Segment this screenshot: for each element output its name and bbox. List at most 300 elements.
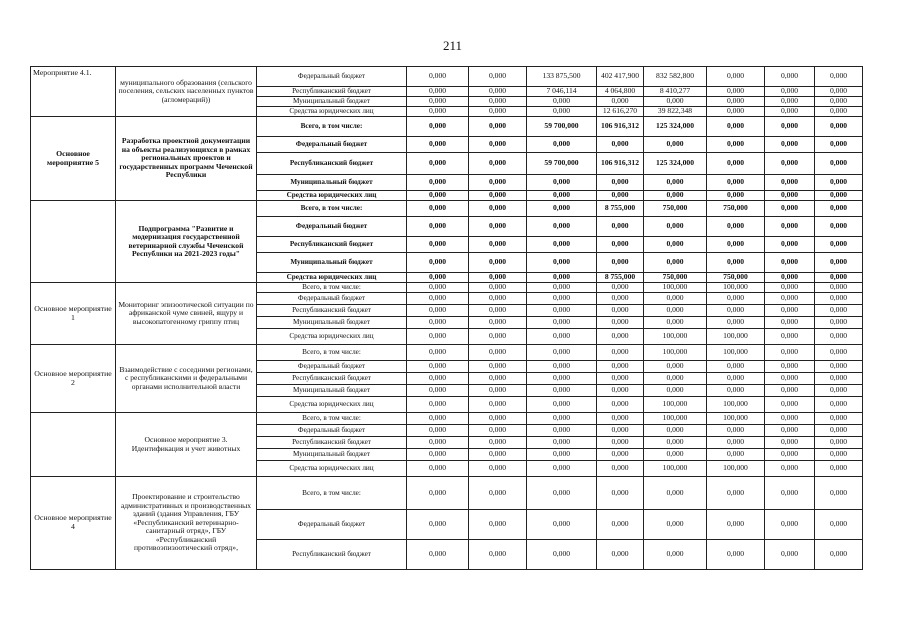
value-cell: 0,000 xyxy=(815,191,863,201)
value-cell: 0,000 xyxy=(407,67,469,87)
value-cell: 0,000 xyxy=(707,425,765,437)
value-cell: 0,000 xyxy=(765,397,815,413)
value-cell: 0,000 xyxy=(815,305,863,317)
value-cell: 0,000 xyxy=(644,305,707,317)
value-cell: 0,000 xyxy=(597,449,644,461)
value-cell: 0,000 xyxy=(407,425,469,437)
value-cell: 0,000 xyxy=(815,437,863,449)
value-cell: 0,000 xyxy=(527,273,597,283)
description-cell: Подпрограмма "Развитие и модернизация государственной ветеринарной службы Чеченской Республики на 2021-2023 годы" xyxy=(116,201,257,283)
value-cell: 0,000 xyxy=(469,425,527,437)
value-cell: 0,000 xyxy=(469,540,527,570)
value-cell: 0,000 xyxy=(765,153,815,175)
value-cell: 0,000 xyxy=(644,137,707,153)
funding-source-cell: Республиканский бюджет xyxy=(257,437,407,449)
value-cell: 0,000 xyxy=(644,237,707,253)
value-cell: 0,000 xyxy=(407,329,469,345)
value-cell: 0,000 xyxy=(469,345,527,361)
value-cell: 0,000 xyxy=(469,217,527,237)
value-cell: 0,000 xyxy=(815,477,863,510)
value-cell: 0,000 xyxy=(407,397,469,413)
value-cell: 750,000 xyxy=(707,273,765,283)
page-number: 211 xyxy=(442,38,463,53)
value-cell: 0,000 xyxy=(527,449,597,461)
value-cell: 0,000 xyxy=(644,191,707,201)
value-cell: 0,000 xyxy=(765,329,815,345)
value-cell: 0,000 xyxy=(815,175,863,191)
table-row xyxy=(31,477,863,510)
value-cell: 0,000 xyxy=(765,461,815,477)
value-cell: 0,000 xyxy=(527,253,597,273)
value-cell: 0,000 xyxy=(815,397,863,413)
value-cell: 0,000 xyxy=(469,237,527,253)
table-row xyxy=(31,67,863,87)
value-cell: 0,000 xyxy=(765,175,815,191)
value-cell: 0,000 xyxy=(765,283,815,293)
value-cell: 0,000 xyxy=(765,191,815,201)
value-cell: 0,000 xyxy=(407,449,469,461)
description-cell: Проектирование и строительство административных и производственных зданий (здания Управления, ГБУ «Республиканский ветеринарно-санитарный отряд», ГБУ «Республиканский противоэпизоотический отряд», xyxy=(116,477,257,570)
value-cell: 0,000 xyxy=(644,425,707,437)
value-cell: 0,000 xyxy=(407,107,469,117)
value-cell: 0,000 xyxy=(469,67,527,87)
value-cell: 0,000 xyxy=(815,253,863,273)
description-cell: Разработка проектной документации на объекты реализующихся в рамках региональных проектов и государственных программ Чеченской Республики xyxy=(116,117,257,201)
value-cell: 750,000 xyxy=(707,201,765,217)
value-cell: 0,000 xyxy=(707,137,765,153)
funding-source-cell: Всего, в том числе: xyxy=(257,413,407,425)
value-cell: 0,000 xyxy=(597,397,644,413)
value-cell: 0,000 xyxy=(815,117,863,137)
description-cell: Основное мероприятие 3. Идентификация и учет животных xyxy=(116,413,257,477)
value-cell: 0,000 xyxy=(597,137,644,153)
value-cell: 0,000 xyxy=(597,437,644,449)
value-cell: 0,000 xyxy=(815,373,863,385)
value-cell: 100,000 xyxy=(707,345,765,361)
value-cell: 106 916,312 xyxy=(597,153,644,175)
value-cell: 0,000 xyxy=(644,293,707,305)
value-cell: 0,000 xyxy=(527,237,597,253)
funding-source-cell: Федеральный бюджет xyxy=(257,293,407,305)
funding-source-cell: Республиканский бюджет xyxy=(257,373,407,385)
funding-source-cell: Всего, в том числе: xyxy=(257,283,407,293)
value-cell: 0,000 xyxy=(765,253,815,273)
value-cell: 0,000 xyxy=(815,461,863,477)
value-cell: 0,000 xyxy=(407,510,469,540)
funding-source-cell: Муниципальный бюджет xyxy=(257,449,407,461)
value-cell: 0,000 xyxy=(707,385,765,397)
value-cell: 0,000 xyxy=(407,437,469,449)
value-cell: 0,000 xyxy=(765,273,815,283)
value-cell: 0,000 xyxy=(597,540,644,570)
value-cell: 0,000 xyxy=(527,175,597,191)
value-cell: 0,000 xyxy=(597,361,644,373)
value-cell: 0,000 xyxy=(469,175,527,191)
value-cell: 0,000 xyxy=(765,317,815,329)
value-cell: 832 582,800 xyxy=(644,67,707,87)
value-cell: 0,000 xyxy=(407,273,469,283)
value-cell: 0,000 xyxy=(597,97,644,107)
value-cell: 0,000 xyxy=(597,413,644,425)
value-cell: 0,000 xyxy=(407,461,469,477)
value-cell: 0,000 xyxy=(527,345,597,361)
value-cell: 0,000 xyxy=(765,137,815,153)
value-cell: 0,000 xyxy=(469,437,527,449)
value-cell: 0,000 xyxy=(765,237,815,253)
value-cell: 0,000 xyxy=(469,317,527,329)
value-cell: 0,000 xyxy=(527,283,597,293)
value-cell: 0,000 xyxy=(707,540,765,570)
value-cell: 7 046,114 xyxy=(527,87,597,97)
value-cell: 0,000 xyxy=(527,397,597,413)
funding-source-cell: Средства юридических лиц xyxy=(257,461,407,477)
value-cell: 0,000 xyxy=(407,87,469,97)
value-cell: 0,000 xyxy=(469,305,527,317)
value-cell: 0,000 xyxy=(765,87,815,97)
value-cell: 0,000 xyxy=(765,67,815,87)
value-cell: 0,000 xyxy=(815,385,863,397)
value-cell: 0,000 xyxy=(597,191,644,201)
value-cell: 0,000 xyxy=(597,283,644,293)
value-cell: 0,000 xyxy=(407,283,469,293)
value-cell: 100,000 xyxy=(644,345,707,361)
value-cell: 0,000 xyxy=(469,273,527,283)
value-cell: 0,000 xyxy=(707,153,765,175)
value-cell: 0,000 xyxy=(815,449,863,461)
value-cell: 0,000 xyxy=(527,510,597,540)
value-cell: 100,000 xyxy=(644,461,707,477)
value-cell: 0,000 xyxy=(527,461,597,477)
value-cell: 0,000 xyxy=(407,385,469,397)
value-cell: 100,000 xyxy=(707,329,765,345)
event-cell xyxy=(31,413,116,477)
value-cell: 133 875,500 xyxy=(527,67,597,87)
value-cell: 100,000 xyxy=(644,413,707,425)
value-cell: 0,000 xyxy=(765,540,815,570)
value-cell: 0,000 xyxy=(644,253,707,273)
value-cell: 0,000 xyxy=(707,107,765,117)
value-cell: 0,000 xyxy=(469,510,527,540)
value-cell: 0,000 xyxy=(765,510,815,540)
description-cell: муниципального образования (сельского поселения, сельских населенных пунктов (агломераций)) xyxy=(116,67,257,117)
funding-source-cell: Республиканский бюджет xyxy=(257,305,407,317)
value-cell: 4 064,800 xyxy=(597,87,644,97)
funding-source-cell: Муниципальный бюджет xyxy=(257,317,407,329)
value-cell: 0,000 xyxy=(527,413,597,425)
value-cell: 100,000 xyxy=(707,283,765,293)
value-cell: 0,000 xyxy=(527,540,597,570)
value-cell: 0,000 xyxy=(597,461,644,477)
value-cell: 0,000 xyxy=(469,361,527,373)
value-cell: 59 700,000 xyxy=(527,153,597,175)
funding-source-cell: Средства юридических лиц xyxy=(257,191,407,201)
description-cell: Мониторинг эпизоотической ситуации по африканской чуме свиней, ящуру и высокопатогенному гриппу птиц xyxy=(116,283,257,345)
value-cell: 0,000 xyxy=(527,191,597,201)
value-cell: 0,000 xyxy=(707,437,765,449)
value-cell: 0,000 xyxy=(644,175,707,191)
value-cell: 0,000 xyxy=(644,97,707,107)
value-cell: 0,000 xyxy=(707,510,765,540)
value-cell: 0,000 xyxy=(469,87,527,97)
value-cell: 0,000 xyxy=(815,107,863,117)
value-cell: 0,000 xyxy=(469,283,527,293)
value-cell: 0,000 xyxy=(597,293,644,305)
value-cell: 100,000 xyxy=(644,397,707,413)
value-cell: 0,000 xyxy=(765,217,815,237)
value-cell: 0,000 xyxy=(407,293,469,305)
value-cell: 12 616,270 xyxy=(597,107,644,117)
value-cell: 402 417,900 xyxy=(597,67,644,87)
value-cell: 0,000 xyxy=(597,175,644,191)
value-cell: 0,000 xyxy=(597,329,644,345)
value-cell: 0,000 xyxy=(815,329,863,345)
value-cell: 750,000 xyxy=(644,201,707,217)
event-cell: Мероприятие 4.1. xyxy=(31,67,116,117)
value-cell: 0,000 xyxy=(644,449,707,461)
description-cell: Взаимодействие с соседними регионами, с республиканскими и федеральными органами исполнительной власти xyxy=(116,345,257,413)
value-cell: 0,000 xyxy=(765,201,815,217)
funding-source-cell: Федеральный бюджет xyxy=(257,137,407,153)
value-cell: 0,000 xyxy=(815,237,863,253)
value-cell: 0,000 xyxy=(469,385,527,397)
value-cell: 0,000 xyxy=(765,361,815,373)
funding-source-cell: Республиканский бюджет xyxy=(257,237,407,253)
value-cell: 0,000 xyxy=(815,153,863,175)
value-cell: 0,000 xyxy=(469,201,527,217)
value-cell: 0,000 xyxy=(527,329,597,345)
value-cell: 106 916,312 xyxy=(597,117,644,137)
value-cell: 0,000 xyxy=(407,137,469,153)
table-row xyxy=(31,117,863,137)
value-cell: 0,000 xyxy=(815,201,863,217)
value-cell: 0,000 xyxy=(707,361,765,373)
funding-source-cell: Федеральный бюджет xyxy=(257,217,407,237)
funding-source-cell: Муниципальный бюджет xyxy=(257,385,407,397)
value-cell: 0,000 xyxy=(597,477,644,510)
value-cell: 0,000 xyxy=(644,361,707,373)
value-cell: 0,000 xyxy=(469,329,527,345)
value-cell: 0,000 xyxy=(407,477,469,510)
event-cell xyxy=(31,201,116,283)
value-cell: 0,000 xyxy=(469,117,527,137)
value-cell: 0,000 xyxy=(815,293,863,305)
budget-table-body xyxy=(31,67,863,570)
value-cell: 0,000 xyxy=(597,217,644,237)
value-cell: 0,000 xyxy=(597,510,644,540)
funding-source-cell: Средства юридических лиц xyxy=(257,329,407,345)
value-cell: 0,000 xyxy=(527,385,597,397)
funding-source-cell: Республиканский бюджет xyxy=(257,153,407,175)
value-cell: 0,000 xyxy=(527,293,597,305)
value-cell: 0,000 xyxy=(407,153,469,175)
value-cell: 0,000 xyxy=(469,153,527,175)
value-cell: 0,000 xyxy=(527,201,597,217)
value-cell: 0,000 xyxy=(765,413,815,425)
funding-source-cell: Муниципальный бюджет xyxy=(257,175,407,191)
value-cell: 0,000 xyxy=(707,477,765,510)
value-cell: 125 324,000 xyxy=(644,117,707,137)
funding-source-cell: Муниципальный бюджет xyxy=(257,97,407,107)
value-cell: 0,000 xyxy=(707,373,765,385)
value-cell: 0,000 xyxy=(597,317,644,329)
value-cell: 0,000 xyxy=(407,253,469,273)
value-cell: 0,000 xyxy=(527,373,597,385)
value-cell: 100,000 xyxy=(644,283,707,293)
funding-source-cell: Средства юридических лиц xyxy=(257,273,407,283)
value-cell: 0,000 xyxy=(644,217,707,237)
value-cell: 0,000 xyxy=(597,385,644,397)
value-cell: 0,000 xyxy=(765,449,815,461)
value-cell: 0,000 xyxy=(469,97,527,107)
value-cell: 0,000 xyxy=(597,237,644,253)
funding-source-cell: Всего, в том числе: xyxy=(257,477,407,510)
value-cell: 0,000 xyxy=(407,413,469,425)
value-cell: 0,000 xyxy=(597,425,644,437)
value-cell: 0,000 xyxy=(765,117,815,137)
value-cell: 0,000 xyxy=(644,540,707,570)
value-cell: 0,000 xyxy=(469,107,527,117)
value-cell: 0,000 xyxy=(707,293,765,305)
funding-source-cell: Всего, в том числе: xyxy=(257,201,407,217)
value-cell: 0,000 xyxy=(765,107,815,117)
value-cell: 0,000 xyxy=(469,449,527,461)
value-cell: 0,000 xyxy=(815,317,863,329)
value-cell: 0,000 xyxy=(707,253,765,273)
value-cell: 0,000 xyxy=(407,191,469,201)
value-cell: 0,000 xyxy=(527,97,597,107)
value-cell: 0,000 xyxy=(815,283,863,293)
value-cell: 0,000 xyxy=(765,425,815,437)
value-cell: 0,000 xyxy=(815,361,863,373)
value-cell: 0,000 xyxy=(469,293,527,305)
value-cell: 0,000 xyxy=(765,97,815,107)
value-cell: 0,000 xyxy=(407,305,469,317)
table-row xyxy=(31,413,863,425)
funding-source-cell: Федеральный бюджет xyxy=(257,425,407,437)
value-cell: 0,000 xyxy=(707,449,765,461)
value-cell: 0,000 xyxy=(407,373,469,385)
value-cell: 0,000 xyxy=(407,237,469,253)
value-cell: 0,000 xyxy=(469,477,527,510)
value-cell: 0,000 xyxy=(815,87,863,97)
value-cell: 0,000 xyxy=(815,217,863,237)
value-cell: 0,000 xyxy=(707,317,765,329)
value-cell: 0,000 xyxy=(407,217,469,237)
value-cell: 0,000 xyxy=(597,253,644,273)
value-cell: 0,000 xyxy=(527,305,597,317)
value-cell: 0,000 xyxy=(469,191,527,201)
value-cell: 0,000 xyxy=(644,437,707,449)
event-cell: Основное мероприятие 1 xyxy=(31,283,116,345)
funding-source-cell: Республиканский бюджет xyxy=(257,540,407,570)
value-cell: 0,000 xyxy=(765,477,815,510)
value-cell: 0,000 xyxy=(597,373,644,385)
value-cell: 8 755,000 xyxy=(597,273,644,283)
value-cell: 0,000 xyxy=(407,345,469,361)
value-cell: 0,000 xyxy=(527,425,597,437)
value-cell: 0,000 xyxy=(527,137,597,153)
funding-source-cell: Всего, в том числе: xyxy=(257,117,407,137)
funding-source-cell: Федеральный бюджет xyxy=(257,67,407,87)
value-cell: 100,000 xyxy=(707,413,765,425)
value-cell: 750,000 xyxy=(644,273,707,283)
value-cell: 0,000 xyxy=(707,175,765,191)
value-cell: 0,000 xyxy=(815,540,863,570)
value-cell: 0,000 xyxy=(707,97,765,107)
funding-source-cell: Всего, в том числе: xyxy=(257,345,407,361)
table-row xyxy=(31,345,863,361)
value-cell: 0,000 xyxy=(527,317,597,329)
value-cell: 0,000 xyxy=(707,67,765,87)
value-cell: 0,000 xyxy=(815,413,863,425)
value-cell: 0,000 xyxy=(469,461,527,477)
value-cell: 0,000 xyxy=(644,510,707,540)
value-cell: 0,000 xyxy=(765,373,815,385)
value-cell: 0,000 xyxy=(597,345,644,361)
value-cell: 0,000 xyxy=(469,137,527,153)
value-cell: 0,000 xyxy=(707,117,765,137)
budget-table xyxy=(30,66,863,570)
value-cell: 0,000 xyxy=(644,385,707,397)
funding-source-cell: Муниципальный бюджет xyxy=(257,253,407,273)
value-cell: 0,000 xyxy=(407,540,469,570)
value-cell: 0,000 xyxy=(527,437,597,449)
value-cell: 0,000 xyxy=(765,385,815,397)
value-cell: 0,000 xyxy=(707,191,765,201)
value-cell: 0,000 xyxy=(707,87,765,97)
value-cell: 0,000 xyxy=(597,305,644,317)
value-cell: 0,000 xyxy=(707,305,765,317)
value-cell: 0,000 xyxy=(527,477,597,510)
funding-source-cell: Средства юридических лиц xyxy=(257,107,407,117)
funding-source-cell: Федеральный бюджет xyxy=(257,361,407,373)
value-cell: 0,000 xyxy=(644,477,707,510)
funding-source-cell: Средства юридических лиц xyxy=(257,397,407,413)
value-cell: 0,000 xyxy=(815,345,863,361)
table-row xyxy=(31,201,863,217)
value-cell: 0,000 xyxy=(407,97,469,107)
value-cell: 0,000 xyxy=(815,425,863,437)
value-cell: 0,000 xyxy=(707,237,765,253)
table-row xyxy=(31,283,863,293)
value-cell: 8 410,277 xyxy=(644,87,707,97)
value-cell: 0,000 xyxy=(527,107,597,117)
event-cell: Основное мероприятие 2 xyxy=(31,345,116,413)
funding-source-cell: Федеральный бюджет xyxy=(257,510,407,540)
value-cell: 0,000 xyxy=(765,305,815,317)
event-cell: Основное мероприятие 4 xyxy=(31,477,116,570)
value-cell: 0,000 xyxy=(469,373,527,385)
value-cell: 100,000 xyxy=(707,397,765,413)
value-cell: 0,000 xyxy=(815,67,863,87)
value-cell: 0,000 xyxy=(469,413,527,425)
value-cell: 0,000 xyxy=(469,253,527,273)
value-cell: 0,000 xyxy=(407,317,469,329)
value-cell: 0,000 xyxy=(407,201,469,217)
value-cell: 0,000 xyxy=(407,117,469,137)
value-cell: 0,000 xyxy=(815,510,863,540)
value-cell: 8 755,000 xyxy=(597,201,644,217)
event-cell: Основное мероприятие 5 xyxy=(31,117,116,201)
value-cell: 0,000 xyxy=(527,361,597,373)
value-cell: 0,000 xyxy=(527,217,597,237)
value-cell: 125 324,000 xyxy=(644,153,707,175)
value-cell: 0,000 xyxy=(815,137,863,153)
value-cell: 0,000 xyxy=(815,273,863,283)
value-cell: 59 700,000 xyxy=(527,117,597,137)
value-cell: 0,000 xyxy=(765,293,815,305)
value-cell: 0,000 xyxy=(765,345,815,361)
